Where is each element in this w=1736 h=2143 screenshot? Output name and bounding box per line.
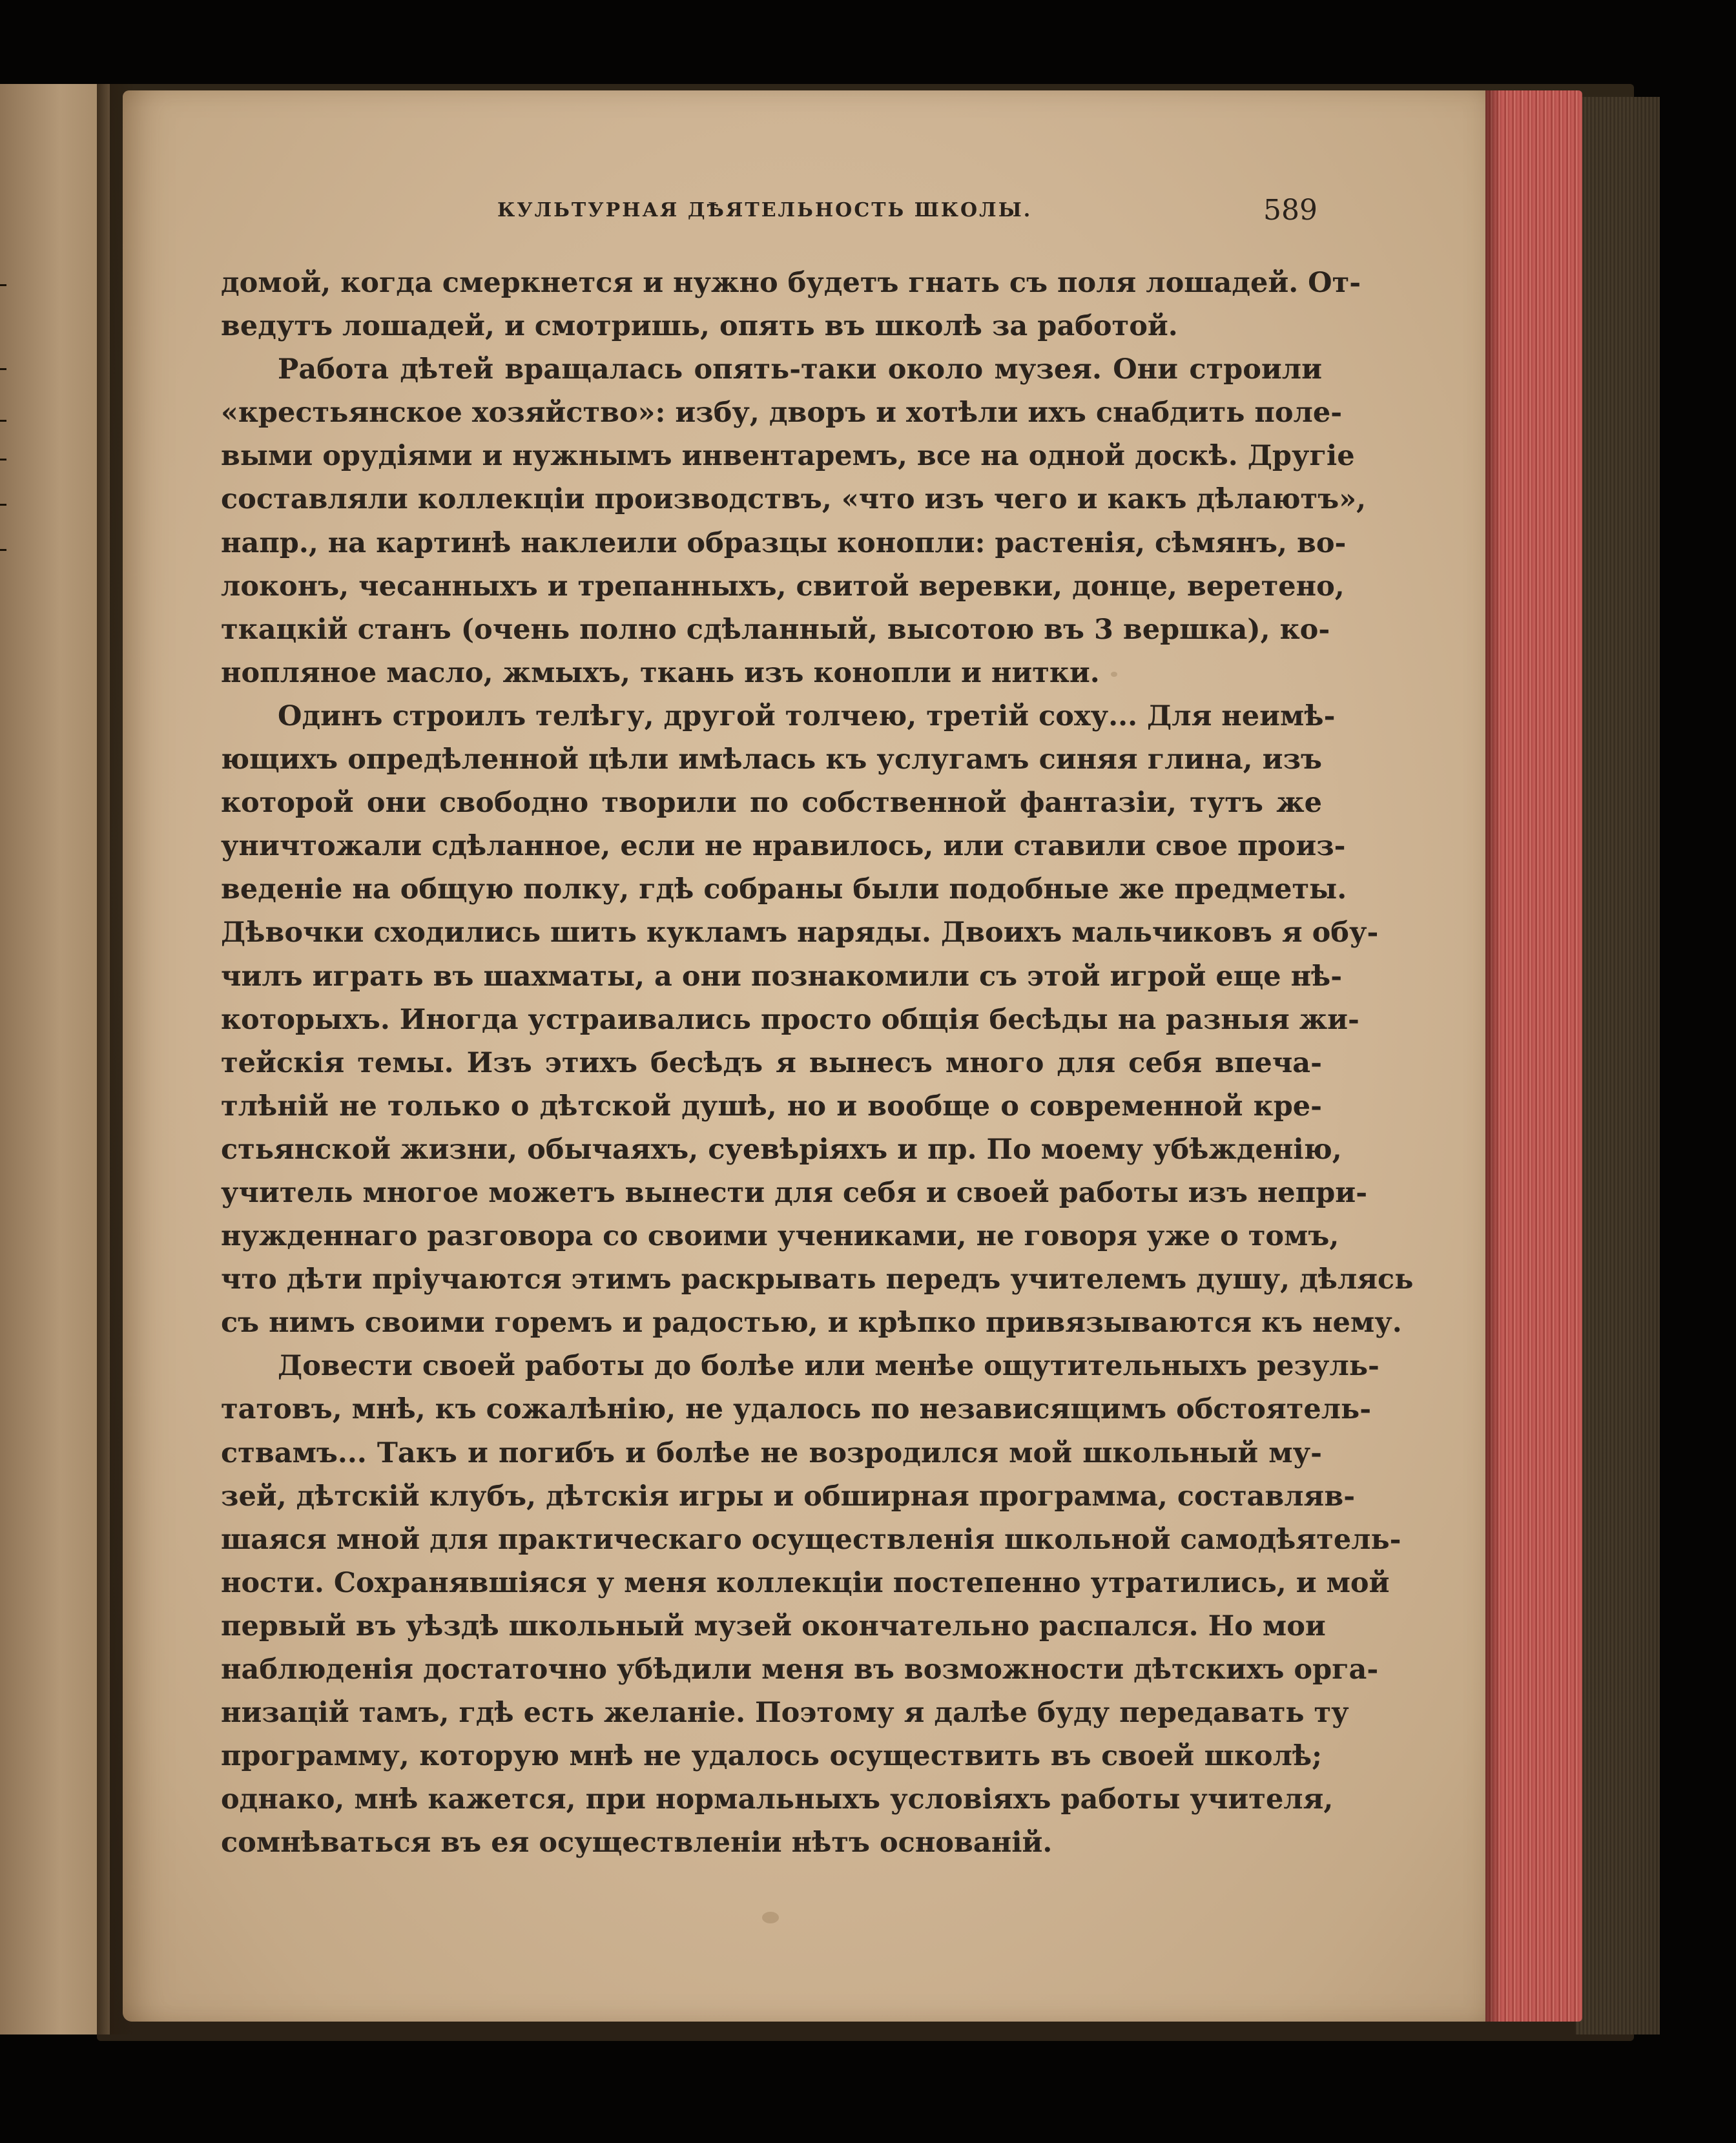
book-spine-cloth — [1576, 97, 1660, 2034]
text-line: зей, дѣтскій клубъ, дѣтскія игры и обширная программа, составляв- — [221, 1480, 1356, 1513]
text-line: наблюденія достаточно убѣдили меня въ возможности дѣтскихъ орга- — [221, 1653, 1379, 1686]
text-line: что дѣти пріучаются этимъ раскрывать передъ учителемъ душу, дѣлясь — [221, 1263, 1414, 1296]
text-line: выми орудіями и нужнымъ инвентаремъ, все на одной доскѣ. Другіе — [221, 440, 1355, 473]
text-line: Довести своей работы до болѣе или менѣе ощутительныхъ резуль- — [278, 1350, 1380, 1383]
text-line: домой, когда смеркнется и нужно будетъ гнать съ поля лошадей. От- — [221, 267, 1361, 299]
text-line: веденіе на общую полку, гдѣ собраны были подобные же предметы. — [221, 873, 1347, 906]
previous-page-mark — [0, 459, 6, 461]
text-line: сомнѣваться въ ея осуществленіи нѣтъ основаній. — [221, 1827, 1053, 1859]
text-line: ведутъ лошадей, и смотришь, опять въ школѣ за работой. — [221, 310, 1178, 343]
text-line: тлѣній не только о дѣтской душѣ, но и вообще о современной кре- — [221, 1090, 1322, 1123]
text-line: локонъ, чесанныхъ и трепанныхъ, свитой веревки, донце, веретено, — [221, 570, 1345, 603]
text-line: ющихъ опредѣленной цѣли имѣлась къ услугамъ синяя глина, изъ — [221, 743, 1322, 776]
text-line: нужденнаго разговора со своими учениками, не говоря уже о томъ, — [221, 1220, 1339, 1253]
text-line: учитель многое можетъ вынести для себя и своей работы изъ непри- — [221, 1176, 1368, 1209]
paper-stain — [762, 1912, 779, 1923]
text-line: напр., на картинѣ наклеили образцы конопли: растенія, сѣмянъ, во- — [221, 526, 1347, 559]
previous-page-mark — [0, 368, 6, 370]
text-line: низацій тамъ, гдѣ есть желаніе. Поэтому я далѣе буду передавать ту — [221, 1697, 1349, 1730]
text-line: нопляное масло, жмыхъ, ткань изъ конопли и нитки. — [221, 656, 1100, 689]
previous-page-mark — [0, 504, 6, 506]
text-line: чилъ играть въ шахматы, а они познакомили съ этой игрой еще нѣ- — [221, 960, 1343, 993]
text-line: ности. Сохранявшіяся у меня коллекціи постепенно утратились, и мой — [221, 1566, 1390, 1599]
text-line: ствамъ... Такъ и погибъ и болѣе не возродился мой школьный му- — [221, 1436, 1322, 1469]
text-line: Работа дѣтей вращалась опять-таки около музея. Они строили — [278, 353, 1322, 386]
body-text — [221, 262, 1414, 1865]
previous-page-mark — [0, 420, 6, 422]
text-line: съ нимъ своими горемъ и радостью, и крѣпко привязываются къ нему. — [221, 1307, 1402, 1340]
running-head — [220, 194, 1318, 226]
text-line: тейскія темы. Изъ этихъ бесѣдъ я вынесъ много для себя впеча- — [221, 1046, 1322, 1079]
text-line: составляли коллекціи производствъ, «что изъ чего и какъ дѣлаютъ», — [221, 483, 1367, 516]
running-title: КУЛЬТУРНАЯ ДѢЯТЕЛЬНОСТЬ ШКОЛЫ. — [497, 199, 1033, 222]
text-line: шаяся мной для практическаго осуществленія школьной самодѣятель- — [221, 1523, 1401, 1556]
text-line: первый въ уѣздѣ школьный музей окончательно распался. Но мои — [221, 1610, 1326, 1642]
text-line: «крестьянское хозяйство»: избу, дворъ и хотѣли ихъ снабдить поле- — [221, 397, 1343, 430]
previous-page-mark — [0, 284, 6, 286]
text-line: татовъ, мнѣ, къ сожалѣнію, не удалось по независящимъ обстоятель- — [221, 1393, 1372, 1426]
previous-page-edge — [0, 84, 110, 2034]
text-line: Одинъ строилъ телѣгу, другой толчею, третій соху... Для неимѣ- — [278, 699, 1336, 732]
text-line: программу, которую мнѣ не удалось осуществить въ своей школѣ; — [221, 1740, 1322, 1773]
page-edges-shadow — [1485, 90, 1501, 2022]
text-line: которыхъ. Иногда устраивались просто общія бесѣды на разныя жи- — [221, 1003, 1359, 1036]
text-line: стьянской жизни, обычаяхъ, суевѣріяхъ и пр. По моему убѣжденію, — [221, 1133, 1342, 1166]
page-number: 589 — [1263, 194, 1318, 227]
previous-page-mark — [0, 549, 6, 551]
text-line: ткацкій станъ (очень полно сдѣланный, высотою въ 3 вершка), ко- — [221, 613, 1330, 646]
text-line: однако, мнѣ кажется, при нормальныхъ условіяхъ работы учителя, — [221, 1783, 1334, 1816]
text-line: уничтожали сдѣланное, если не нравилось, или ставили свое произ- — [221, 830, 1346, 863]
text-line: Дѣвочки сходились шить кукламъ наряды. Двоихъ мальчиковъ я обу- — [221, 916, 1379, 949]
text-line: которой они свободно творили по собственной фантазіи, тутъ же — [221, 787, 1322, 820]
